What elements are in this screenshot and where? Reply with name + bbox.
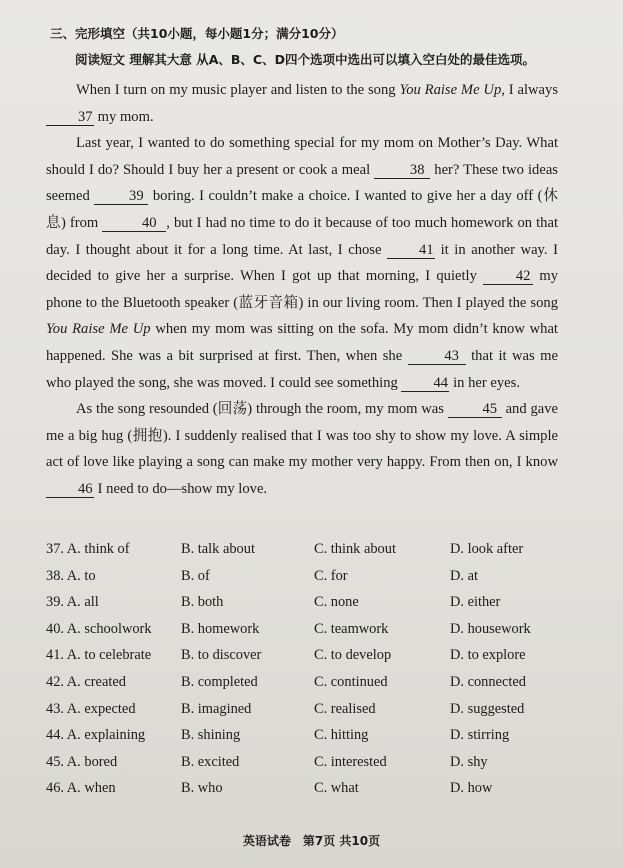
option-b: B. both — [181, 594, 224, 611]
text: and gave me a big hug (拥抱). I suddenly realised that I was too shy to show my love. A simple act of love like playing a song can make my mother very happy. From then on, I know — [46, 401, 558, 471]
option-a: 37. A. think of — [46, 541, 130, 557]
text: that it was me who played the song, she was moved. I could see something — [46, 347, 558, 391]
option-b: B. of — [181, 567, 210, 584]
option-c: C. for — [314, 567, 348, 584]
option-a: 40. A. schoolwork — [46, 620, 152, 637]
answer-options — [46, 541, 566, 807]
song-title: You Raise Me Up — [46, 321, 151, 338]
option-d: D. shy — [450, 753, 488, 770]
blank-40: 40 — [102, 215, 166, 232]
blank-42: 42 — [483, 268, 533, 285]
option-d: D. connected — [450, 673, 526, 690]
option-d: D. housework — [450, 620, 531, 637]
option-d: D. either — [450, 594, 501, 611]
blank-41: 41 — [387, 242, 435, 259]
option-row-46 — [46, 780, 566, 807]
text: Last year, I wanted to do something special for my mom on Mother’s Day. What should I do? Should I buy her a present or cook a meal — [46, 135, 558, 178]
option-row-40 — [46, 621, 566, 648]
cloze-passage — [46, 77, 558, 503]
option-a: 45. A. bored — [46, 753, 118, 770]
section-instruction: 阅读短文 理解其大意 从A、B、C、D四个选项中选出可以填入空白处的最佳选项。 — [75, 52, 535, 67]
blank-44: 44 — [401, 375, 449, 392]
paragraph-3 — [46, 396, 558, 502]
option-c: C. what — [314, 780, 359, 797]
text: when my mom was sitting on the sofa. My mom didn’t know what happened. She was a bit surprised at first. Then, when she — [46, 321, 558, 364]
option-row-39 — [46, 594, 566, 621]
text: my mom. — [94, 108, 154, 125]
option-a: 41. A. to celebrate — [46, 647, 152, 664]
option-b: B. homework — [181, 620, 260, 637]
option-d: D. suggested — [450, 700, 525, 717]
option-a: 42. A. created — [46, 673, 126, 690]
option-a: 39. A. all — [46, 594, 99, 611]
option-a: 46. A. when — [46, 780, 116, 797]
option-a: 43. A. expected — [46, 700, 136, 717]
blank-38: 38 — [374, 162, 430, 179]
option-row-45 — [46, 754, 566, 781]
text: her? These two ideas seemed — [46, 161, 558, 205]
text: it in another way. I decided to give her a surprise. When I got up that morning, I quietly — [46, 241, 558, 285]
text: When I turn on my music player and listen to the song — [76, 82, 400, 98]
option-b: B. who — [181, 780, 223, 797]
option-row-43 — [46, 701, 566, 728]
option-row-38 — [46, 568, 566, 595]
option-d: D. stirring — [450, 727, 510, 744]
option-c: C. continued — [314, 673, 388, 690]
option-d: D. look after — [450, 541, 524, 557]
option-d: D. to explore — [450, 647, 526, 664]
option-c: C. think about — [314, 541, 396, 557]
option-c: C. none — [314, 594, 359, 611]
song-title: You Raise Me Up — [399, 82, 502, 98]
blank-39: 39 — [94, 188, 148, 205]
text: I need to do—show my love. — [94, 480, 268, 497]
option-b: B. excited — [181, 753, 240, 770]
blank-46: 46 — [46, 481, 94, 498]
text: my phone to the Bluetooth speaker (蓝牙音箱) in our living room. Then I played the song — [46, 268, 559, 311]
text: , but I had no time to do it because of too much homework on that day. I thought about it for a long time. At last, I chose — [46, 214, 558, 258]
option-row-44 — [46, 727, 566, 754]
option-c: C. realised — [314, 700, 376, 717]
paragraph-1 — [46, 77, 558, 130]
section-heading: 三、完形填空（共10小题，每小题1分；满分10分） — [50, 26, 344, 41]
option-b: B. shining — [181, 727, 241, 744]
blank-37: 37 — [46, 109, 94, 126]
blank-45: 45 — [448, 401, 502, 418]
option-c: C. hitting — [314, 727, 369, 744]
option-b: B. talk about — [181, 541, 255, 557]
text: As the song resounded (回荡) through the room, my mom was — [76, 401, 448, 418]
text: in her eyes. — [449, 374, 520, 391]
option-c: C. to develop — [314, 647, 392, 664]
option-row-42 — [46, 674, 566, 701]
option-b: B. to discover — [181, 647, 262, 664]
option-d: D. at — [450, 567, 478, 584]
option-a: 44. A. explaining — [46, 727, 146, 744]
text: , I always — [501, 82, 559, 98]
page-footer: 英语试卷 第7页 共10页 — [242, 834, 381, 848]
option-a: 38. A. to — [46, 567, 96, 584]
option-c: C. interested — [314, 753, 387, 770]
option-b: B. completed — [181, 673, 258, 690]
blank-43: 43 — [408, 348, 466, 365]
option-d: D. how — [450, 780, 493, 797]
text: boring. I couldn’t make a choice. I wanted to give her a day off (休息) from — [46, 188, 558, 231]
option-row-37 — [46, 541, 566, 568]
option-row-41 — [46, 647, 566, 674]
option-c: C. teamwork — [314, 620, 389, 637]
paragraph-2 — [46, 130, 558, 396]
option-b: B. imagined — [181, 700, 252, 717]
